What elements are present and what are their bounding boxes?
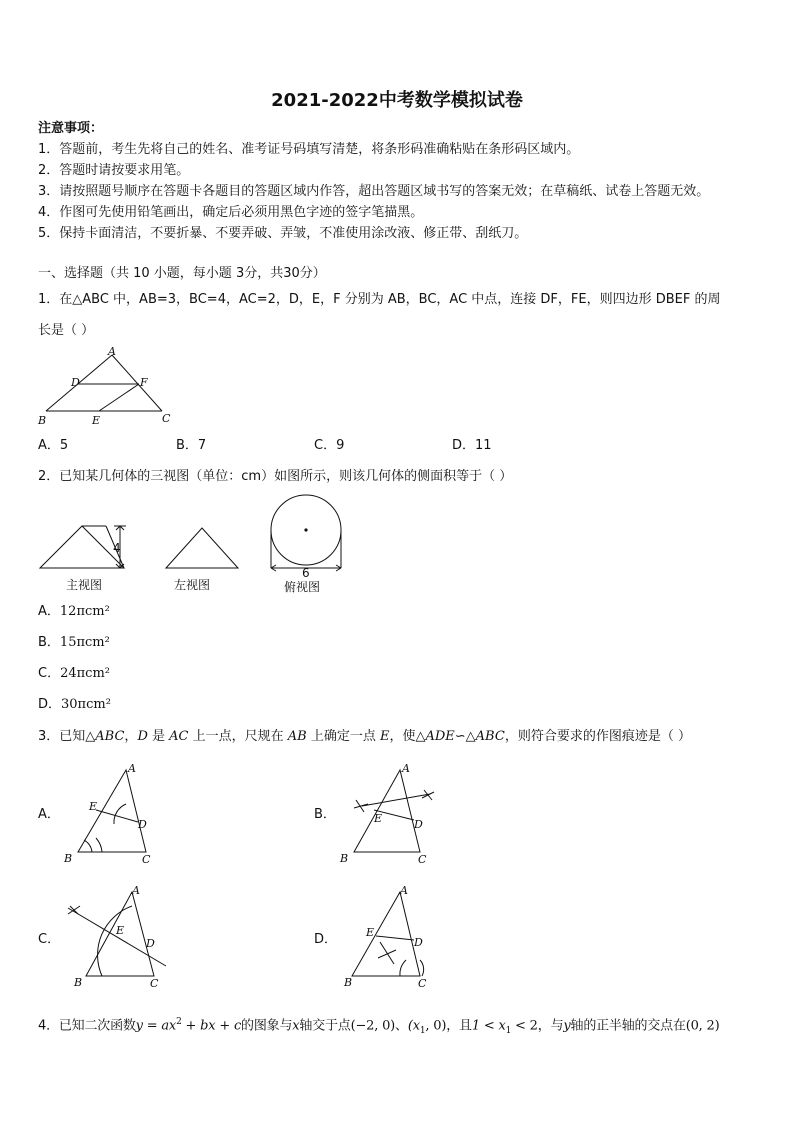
q3-option-c[interactable]: C． xyxy=(38,932,61,947)
q3-figure-d xyxy=(338,884,448,994)
q3a-label-b: B xyxy=(64,852,73,865)
q2-option-d[interactable]: D．30πcm² xyxy=(38,697,111,712)
notice-item-3: 3．请按照题号顺序在答题卡各题目的答题区域内作答，超出答题区域书写的答案无效；在草稿纸、试卷上答题无效。 xyxy=(38,184,710,199)
q3-option-d[interactable]: D． xyxy=(314,932,338,947)
q3d-label-a: A xyxy=(400,884,408,897)
q3-figure-a xyxy=(62,762,162,872)
notice-heading: 注意事项： xyxy=(38,121,104,136)
q2-dim-height: 4 xyxy=(113,541,121,555)
q2-three-views-figure xyxy=(36,494,366,604)
q2-option-c[interactable]: C．24πcm² xyxy=(38,666,110,681)
page-title: 2021-2022中考数学模拟试卷 xyxy=(271,90,523,111)
q2-front-view-caption: 主视图 xyxy=(66,578,103,592)
q3a-label-e: E xyxy=(89,800,98,813)
q3b-label-c: C xyxy=(418,853,427,866)
q3b-label-a: A xyxy=(402,762,410,775)
q3b-label-b: B xyxy=(340,852,349,865)
q2-stem: 2．已知某几何体的三视图（单位：cm）如图所示，则该几何体的侧面积等于（ ） xyxy=(38,469,513,484)
q3c-label-e: E xyxy=(116,924,125,937)
notice-item-5: 5．保持卡面清洁，不要折暴、不要弄破、弄皱，不准使用涂改液、修正带、刮纸刀。 xyxy=(38,226,528,241)
q1-option-d[interactable]: D．11 xyxy=(452,438,492,453)
q3-stem: 3．已知△ABC，D 是 AC 上一点，尺规在 AB 上确定一点 E，使△ADE∽△ABC，则符合要求的作图痕迹是（ ） xyxy=(38,729,691,744)
q3b-label-e: E xyxy=(374,812,383,825)
notice-item-1: 1．答题前，考生先将自己的姓名、准考证号码填写清楚，将条形码准确粘贴在条形码区域内。 xyxy=(38,142,580,157)
q1-label-f: F xyxy=(140,376,148,389)
q3b-label-d: D xyxy=(414,818,423,831)
q3d-label-c: C xyxy=(418,977,427,990)
q3a-label-d: D xyxy=(138,818,147,831)
q1-stem-line2: 长是（ ） xyxy=(38,323,95,338)
q2-dim-width: 6 xyxy=(302,566,310,580)
q1-triangle-figure xyxy=(36,345,176,425)
q3-option-a[interactable]: A． xyxy=(38,807,60,822)
q3a-label-a: A xyxy=(128,762,136,775)
q3c-label-d: D xyxy=(146,937,155,950)
q1-option-b[interactable]: B．7 xyxy=(176,438,207,453)
q1-label-a: A xyxy=(108,345,116,358)
q1-option-a[interactable]: A．5 xyxy=(38,438,69,453)
q3c-label-c: C xyxy=(150,977,159,990)
q3c-label-b: B xyxy=(74,976,83,989)
q4-stem: 4．已知二次函数$y = ax^2$ + bx + c的图象与x轴交于点(−2, 0)、($x_1$, 0)，且$1 < x_1 < 2$，与y轴的正半轴的交点在(0, 2) xyxy=(38,1017,720,1036)
q2-option-b[interactable]: B．15πcm² xyxy=(38,635,110,650)
q3a-label-c: C xyxy=(142,853,151,866)
notice-item-2: 2．答题时请按要求用笔。 xyxy=(38,163,190,178)
q1-label-c: C xyxy=(162,412,171,425)
q1-stem-line1: 1．在△ABC 中，AB=3，BC=4，AC=2，D，E，F 分别为 AB，BC，AC 中点，连接 DF，FE，则四边形 DBEF 的周 xyxy=(38,292,721,307)
q2-option-a[interactable]: A．12πcm² xyxy=(38,604,110,619)
q3-option-b[interactable]: B． xyxy=(314,807,336,822)
section-heading: 一、选择题（共 10 小题，每小题 3分，共30分） xyxy=(38,266,326,281)
q1-option-c[interactable]: C．9 xyxy=(314,438,345,453)
q3-figure-c xyxy=(62,884,172,994)
q3-figure-b xyxy=(338,762,448,872)
q3d-label-d: D xyxy=(414,936,423,949)
q1-label-b: B xyxy=(38,414,47,427)
notice-item-4: 4．作图可先使用铅笔画出，确定后必须用黑色字迹的签字笔描黑。 xyxy=(38,205,424,220)
q3c-label-a: A xyxy=(132,884,140,897)
q2-top-view-caption: 俯视图 xyxy=(284,580,321,594)
q3d-label-e: E xyxy=(366,926,375,939)
q1-label-d: D xyxy=(71,376,80,389)
q2-side-view-caption: 左视图 xyxy=(174,578,211,592)
q1-label-e: E xyxy=(92,414,101,427)
q3d-label-b: B xyxy=(344,976,353,989)
